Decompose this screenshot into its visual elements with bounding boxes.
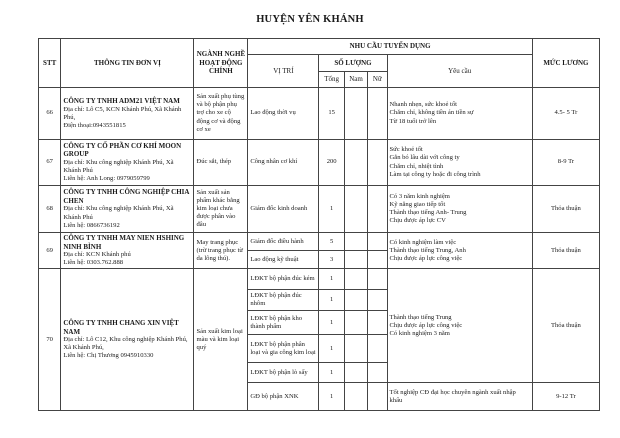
company-contact: Liên hệ: 0866736192 — [63, 221, 120, 229]
company-info — [61, 88, 194, 140]
main-sector: Đúc sắt, thép — [194, 140, 248, 186]
quantity-male — [344, 335, 367, 363]
company-address: Địa chỉ: KCN Khánh phú — [63, 251, 131, 259]
company-address: Địa chỉ: Khu công nghiệp Khánh Phú, Xã Khánh Phú — [63, 205, 174, 221]
requirements — [387, 269, 532, 383]
requirement-line: Chịu được áp lực CV — [389, 217, 446, 225]
header-salary: MỨC LƯƠNG — [532, 39, 599, 88]
position-name: LĐKT bộ phận phân loại và gia công kim loại — [248, 335, 319, 363]
quantity-female — [368, 269, 387, 290]
position-name: Lao động thời vụ — [248, 88, 319, 140]
quantity-total: 3 — [319, 251, 344, 269]
requirement-line: Chăm chỉ, nhiệt tình — [389, 162, 444, 170]
company-name: CÔNG TY TNHH CÔNG NGHIỆP CHIA CHEN — [63, 188, 190, 205]
header-quantity: SỐ LƯỢNG — [319, 55, 387, 72]
position-name: LĐKT bộ phận đúc nhôm — [248, 290, 319, 311]
header-sector: NGÀNH NGHỀ HOẠT ĐỘNG CHÍNH — [194, 39, 248, 88]
quantity-female — [368, 251, 387, 269]
requirement-line: Kỹ năng giao tiếp tốt — [389, 200, 446, 208]
requirement-line: Có 3 năm kinh nghiệm — [389, 192, 450, 200]
position-name: LĐKT bộ phận kho thành phẩm — [248, 311, 319, 335]
quantity-male — [344, 233, 367, 251]
position-name: Giám đốc kinh doanh — [248, 186, 319, 233]
company-contact: Liên hệ: Chị Thương 0945910330 — [63, 352, 154, 360]
requirement-line: Tốt nghiệp CĐ đại học chuyên ngành xuất nhập khẩu — [389, 388, 516, 404]
company-address: Địa chỉ: Lô C5, KCN Khánh Phú, Xã Khánh Phú, — [63, 105, 182, 121]
company-address: Địa chỉ: Lô C12, Khu công nghiệp Khánh Phú, Xã Khánh Phú, — [63, 336, 188, 352]
table-row — [39, 186, 600, 233]
position-name: Lao động kỹ thuật — [248, 251, 319, 269]
header-female: Nữ — [368, 72, 387, 88]
salary: Thỏa thuận — [532, 269, 599, 383]
salary: Thỏa thuận — [532, 186, 599, 233]
table-row — [39, 88, 600, 140]
main-sector: Sản xuất sản phẩm khác bằng kim loại chưa được phân vào đâu — [194, 186, 248, 233]
requirement-line: Có kinh nghiệm 3 năm — [389, 329, 450, 337]
header-total: Tổng — [319, 72, 344, 88]
quantity-total: 200 — [319, 140, 344, 186]
quantity-total: 5 — [319, 233, 344, 251]
company-contact: Điện thoại:0943551815 — [63, 121, 126, 129]
recruitment-table — [38, 38, 600, 411]
quantity-female — [368, 140, 387, 186]
requirement-line: Gắn bó lâu dài với công ty — [389, 154, 460, 162]
main-sector: Sản xuất kim loại màu và kim loại quý — [194, 269, 248, 411]
quantity-total: 1 — [319, 311, 344, 335]
company-contact: Liên hệ: 0303.762.888 — [63, 259, 124, 267]
quantity-total: 1 — [319, 186, 344, 233]
requirement-line: Có kinh nghiệm làm việc — [389, 238, 457, 246]
requirement-line: Chịu được áp lực công việc — [389, 254, 463, 262]
requirement-line: Từ 18 tuổi trở lên — [389, 117, 437, 125]
company-name: CÔNG TY CỔ PHẦN CƠ KHÍ MOON GROUP — [63, 141, 182, 159]
header-position: VỊ TRÍ — [248, 55, 319, 88]
row-stt: 67 — [39, 140, 61, 186]
position-name: Giám đốc điều hành — [248, 233, 319, 251]
position-name: LĐKT bộ phận đúc kém — [248, 269, 319, 290]
position-name: Công nhân cơ khí — [248, 140, 319, 186]
position-name: LĐKT bộ phận lò sấy — [248, 363, 319, 383]
quantity-total: 1 — [319, 335, 344, 363]
quantity-male — [344, 88, 367, 140]
salary: 9-12 Tr — [532, 383, 599, 411]
requirement-line: Chịu được áp lực công việc — [389, 321, 463, 329]
table-row — [39, 269, 600, 290]
quantity-male — [344, 383, 367, 411]
quantity-total: 1 — [319, 269, 344, 290]
company-address: Địa chỉ: Khu công nghiệp Khánh Phú, Xã Khánh Phú — [63, 158, 174, 175]
requirement-line: Nhanh nhẹn, sức khoẻ tốt — [389, 101, 457, 109]
requirements — [387, 88, 532, 140]
company-info — [61, 233, 194, 269]
quantity-total: 1 — [319, 290, 344, 311]
main-sector: Sản xuất phụ tùng và bộ phận phụ trợ cho xe cộ động cơ và động cơ xe — [194, 88, 248, 140]
company-name: CÔNG TY TNHH CHANG XIN VIỆT NAM — [63, 319, 179, 336]
quantity-female — [368, 363, 387, 383]
table-row — [39, 140, 600, 186]
requirement-line: Chăm chỉ, không tiền án tiền sự — [389, 109, 474, 117]
quantity-male — [344, 311, 367, 335]
quantity-female — [368, 290, 387, 311]
salary: 8-9 Tr — [532, 140, 599, 186]
quantity-female — [368, 88, 387, 140]
quantity-male — [344, 251, 367, 269]
company-info — [61, 140, 194, 186]
requirement-line: Sức khoẻ tốt — [389, 146, 423, 154]
table-row — [39, 233, 600, 251]
company-contact: Liên hệ: Anh Long: 0979059799 — [63, 175, 150, 183]
company-name: CÔNG TY TNHH MAY NIEN HSHING NINH BÌNH — [63, 234, 185, 251]
row-stt: 66 — [39, 88, 61, 140]
row-stt: 69 — [39, 233, 61, 269]
quantity-female — [368, 186, 387, 233]
salary: Thỏa thuận — [532, 233, 599, 269]
header-male: Nam — [344, 72, 367, 88]
header-requirements: Yêu cầu — [387, 55, 532, 88]
quantity-total: 15 — [319, 88, 344, 140]
quantity-total: 1 — [319, 383, 344, 411]
requirements — [387, 140, 532, 186]
quantity-female — [368, 335, 387, 363]
company-info — [61, 186, 194, 233]
quantity-male — [344, 363, 367, 383]
header-info: THÔNG TIN ĐƠN VỊ — [61, 39, 194, 88]
requirement-line: Làm tại công ty hoặc đi công trình — [389, 170, 481, 178]
quantity-total: 1 — [319, 363, 344, 383]
company-info — [61, 269, 194, 411]
main-sector: May trang phục (trừ trang phục từ da lông thú). — [194, 233, 248, 269]
salary: 4.5- 5 Tr — [532, 88, 599, 140]
quantity-male — [344, 186, 367, 233]
quantity-female — [368, 383, 387, 411]
position-name: GĐ bộ phận XNK — [248, 383, 319, 411]
row-stt: 68 — [39, 186, 61, 233]
quantity-male — [344, 140, 367, 186]
quantity-male — [344, 290, 367, 311]
requirements — [387, 186, 532, 233]
quantity-female — [368, 311, 387, 335]
requirement-line: Thành thạo tiếng Anh- Trung — [389, 209, 467, 216]
page-title: HUYỆN YÊN KHÁNH — [256, 14, 364, 25]
company-name: CÔNG TY TNHH ADM21 VIỆT NAM — [63, 97, 180, 106]
requirement-line: Thành thạo tiếng Trung — [389, 313, 452, 321]
requirements — [387, 383, 532, 411]
requirement-line: Thành thạo tiếng Trung, Anh — [389, 246, 466, 254]
quantity-female — [368, 233, 387, 251]
header-stt: STT — [39, 39, 61, 88]
row-stt: 70 — [39, 269, 61, 411]
header-demand: NHU CẦU TUYỂN DỤNG — [248, 39, 533, 55]
quantity-male — [344, 269, 367, 290]
requirements — [387, 233, 532, 269]
